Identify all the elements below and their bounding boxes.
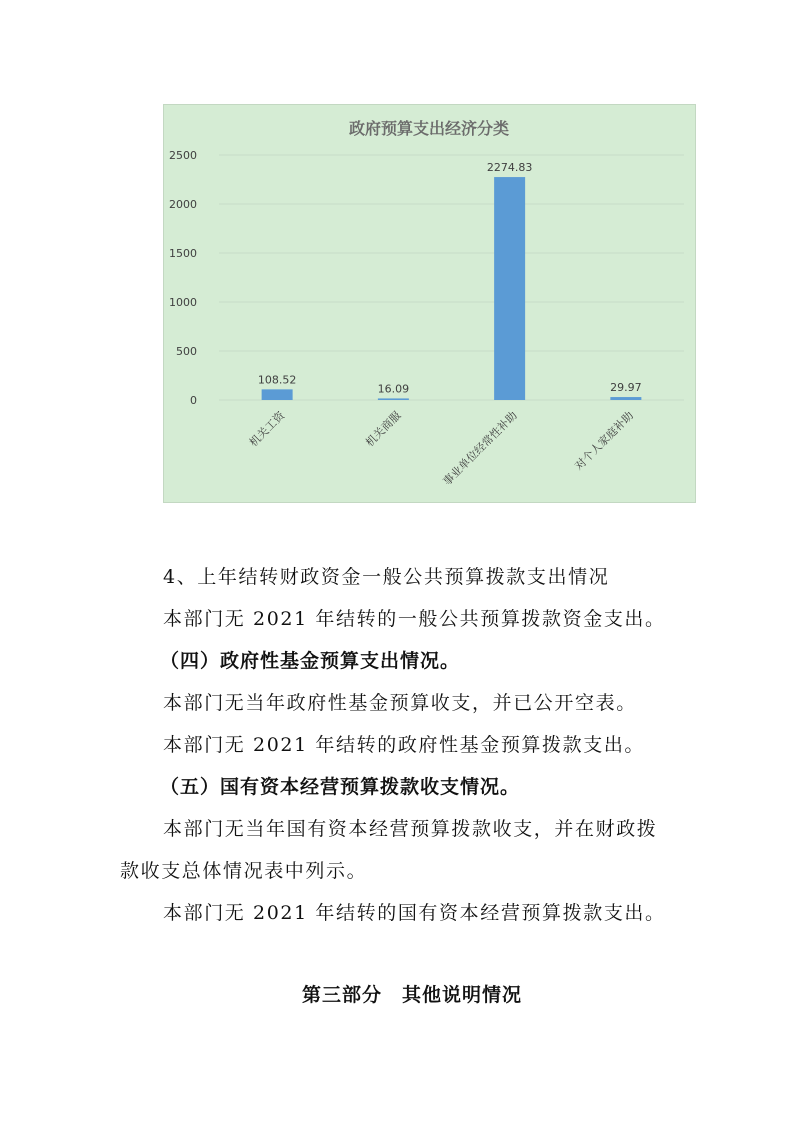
- part3-title: 第三部分 其他说明情况: [302, 984, 523, 1006]
- bar: [378, 398, 409, 400]
- data-label: 2274.83: [486, 161, 533, 175]
- category-label: 对个人家庭补助: [572, 408, 636, 473]
- section4-title: 4、上年结转财政资金一般公共预算拨款支出情况: [163, 566, 610, 588]
- part4-heading: （四）政府性基金预算支出情况。: [160, 650, 461, 672]
- category-label: 机关商服: [363, 408, 404, 450]
- y-tick-label: 500: [176, 345, 197, 358]
- data-label: 108.52: [257, 373, 297, 387]
- section4-text: 本部门无 2021 年结转的一般公共预算拨款资金支出。: [163, 608, 666, 630]
- part5-text2: 本部门无 2021 年结转的国有资本经营预算拨款支出。: [163, 902, 666, 924]
- bar: [610, 397, 641, 400]
- part4-text2: 本部门无 2021 年结转的政府性基金预算拨款支出。: [163, 734, 646, 756]
- y-tick-label: 2500: [169, 149, 197, 162]
- bar: [262, 389, 293, 400]
- chart-svg: [164, 105, 695, 502]
- chart-title: 政府预算支出经济分类: [348, 119, 510, 138]
- expenditure-chart: [163, 104, 696, 503]
- data-label: 16.09: [377, 382, 410, 396]
- part5-heading: （五）国有资本经营预算拨款收支情况。: [160, 776, 521, 798]
- y-tick-label: 0: [190, 394, 197, 407]
- part4-text1: 本部门无当年政府性基金预算收支，并已公开空表。: [163, 692, 637, 714]
- y-tick-label: 1000: [169, 296, 197, 309]
- category-label: 事业单位经常性补助: [440, 408, 520, 489]
- part5-text1-line2: 款收支总体情况表中列示。: [120, 860, 368, 882]
- data-label: 29.97: [610, 381, 642, 395]
- bar: [494, 177, 525, 400]
- y-tick-label: 1500: [169, 247, 197, 260]
- part5-text1-line1: 本部门无当年国有资本经营预算拨款收支，并在财政拨: [163, 818, 658, 840]
- category-label: 机关工资: [246, 408, 288, 450]
- y-tick-label: 2000: [169, 198, 197, 211]
